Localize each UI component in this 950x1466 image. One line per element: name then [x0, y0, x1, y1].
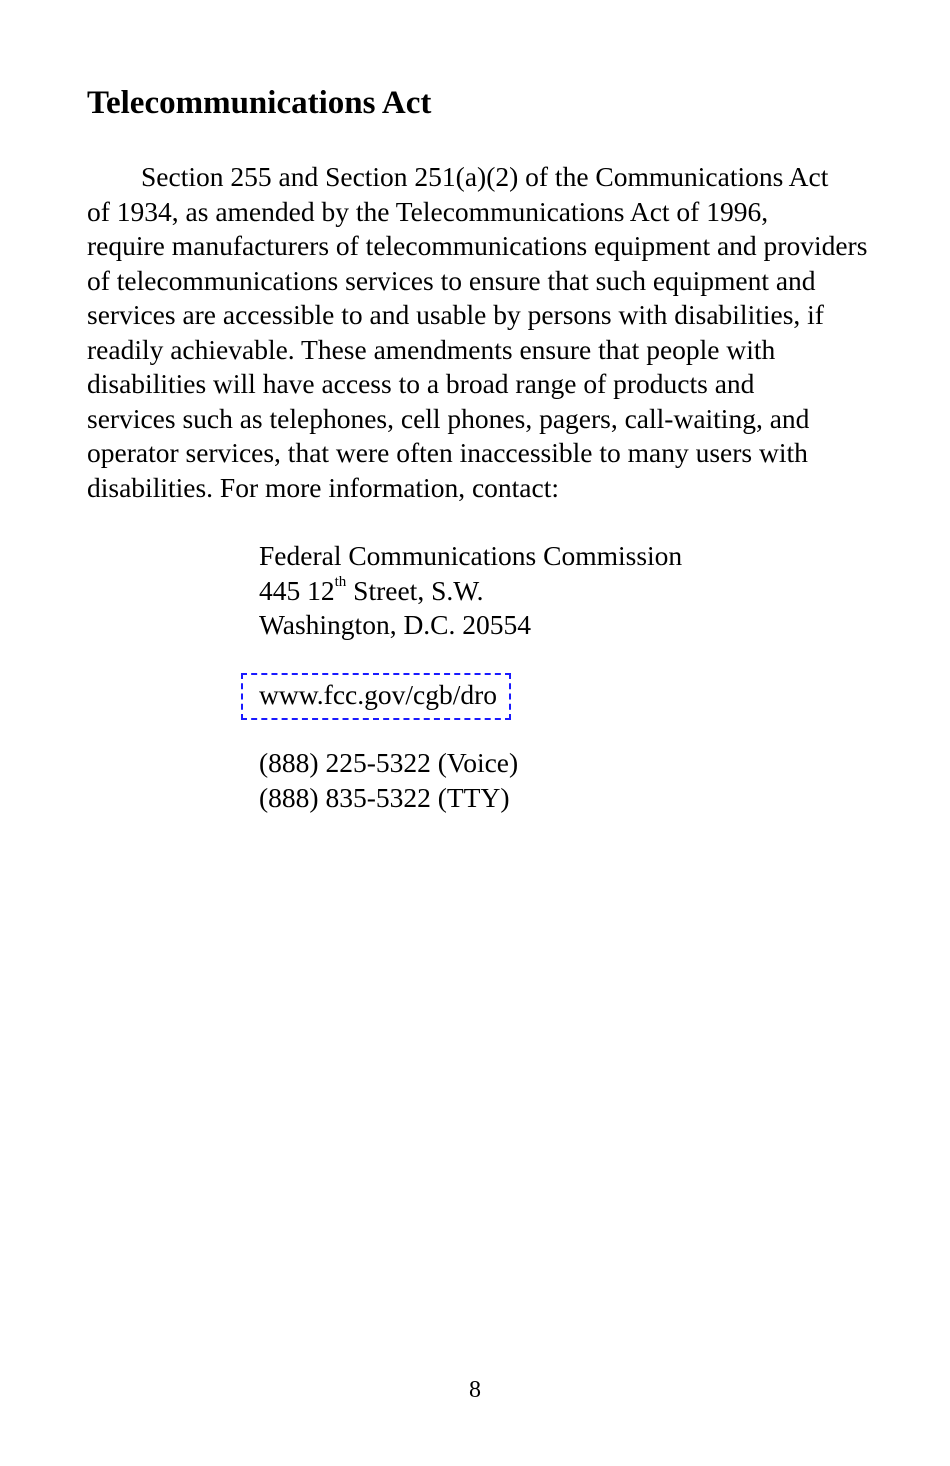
- body-line: readily achievable. These amendments ensure that people with: [87, 333, 776, 365]
- body-paragraph: [87, 160, 887, 505]
- contact-address: [259, 539, 682, 643]
- street-address: [259, 574, 682, 609]
- body-line: of 1934, as amended by the Telecommunications Act of 1996,: [87, 195, 769, 227]
- page-number: 8: [469, 1377, 481, 1403]
- body-line: disabilities will have access to a broad range of products and: [87, 368, 755, 399]
- street-name: Street, S.W.: [346, 574, 484, 606]
- body-line: require manufacturers of telecommunications equipment and providers: [87, 230, 868, 261]
- body-line: disabilities. For more information, contact:: [87, 471, 559, 503]
- website-link[interactable]: www.fcc.gov/cgb/dro: [259, 679, 498, 710]
- street-number: 445 12: [259, 574, 335, 606]
- page-title: Telecommunications Act: [87, 85, 432, 121]
- body-line: operator services, that were often inaccessible to many users with: [87, 437, 808, 468]
- street-ordinal-suffix: th: [334, 574, 347, 591]
- phone-numbers: [259, 746, 518, 815]
- voice-phone: (888) 225-5322 (Voice): [259, 747, 519, 778]
- body-line: services are accessible to and usable by persons with disabilities, if: [87, 299, 824, 330]
- organization-name: Federal Communications Commission: [259, 540, 683, 571]
- body-line: Section 255 and Section 251(a)(2) of the Communications Act: [141, 161, 829, 192]
- body-line: of telecommunications services to ensure that such equipment and: [87, 264, 816, 296]
- city-state-zip: Washington, D.C. 20554: [259, 609, 532, 640]
- body-line: services such as telephones, cell phones, pagers, call-waiting, and: [87, 402, 810, 434]
- tty-phone: (888) 835-5322 (TTY): [259, 781, 510, 813]
